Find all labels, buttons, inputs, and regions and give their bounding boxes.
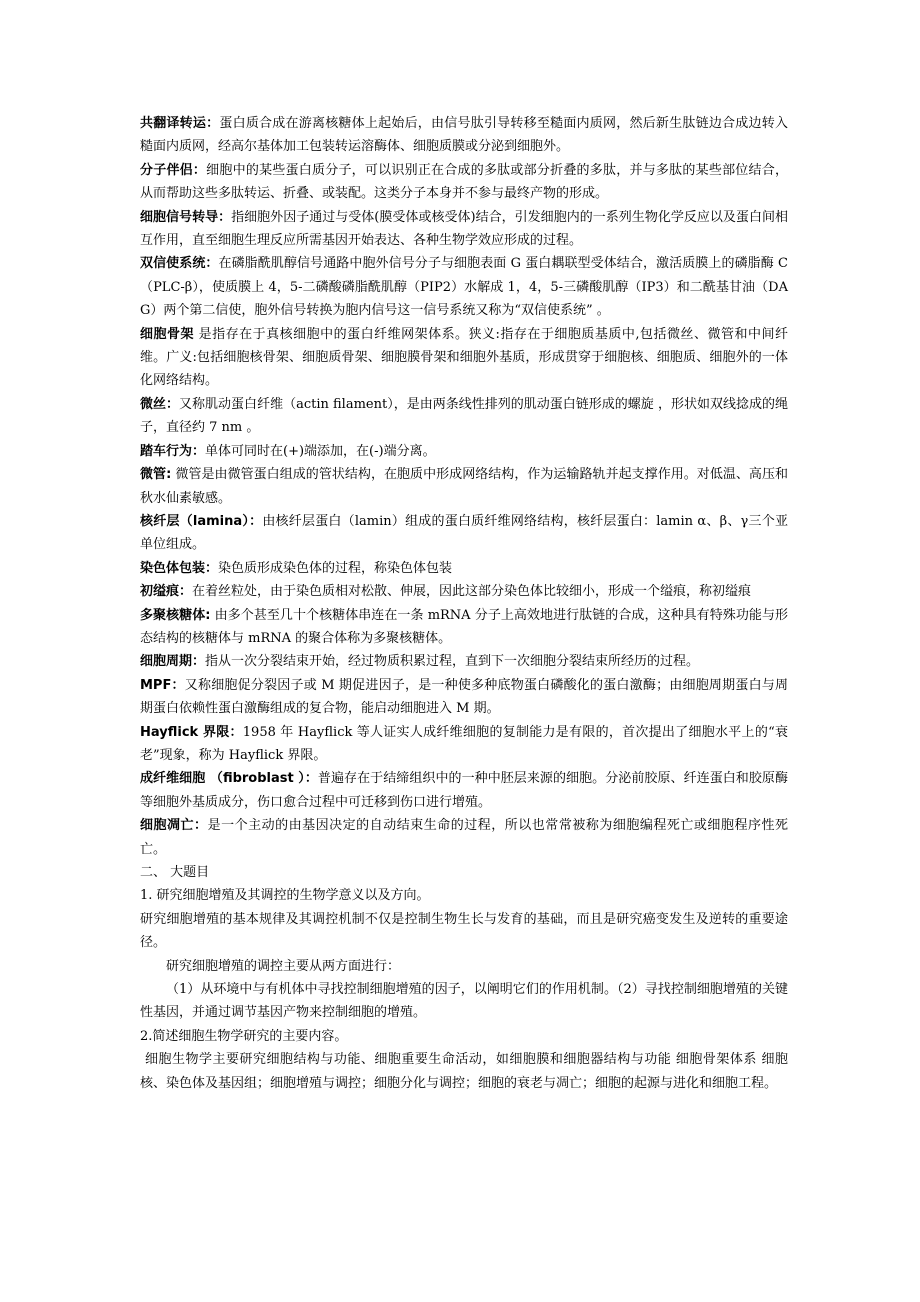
term-label: 细胞信号转导： — [140, 209, 232, 225]
definition-mpf — [140, 674, 788, 721]
definition-hayflick-limit — [140, 721, 788, 768]
definition-text: 1958 年 Hayflick 等人证实人成纤维细胞的复制能力是有限的，首次提出了细胞水平上的“衰老”现象，称为 Hayflick 界限。 — [140, 724, 789, 763]
definition-text: 由多个甚至几十个核糖体串连在一条 mRNA 分子上高效地进行肽链的合成，这种具有特殊功能与形态结构的核糖体与 mRNA 的聚合体称为多聚核糖体。 — [140, 607, 788, 646]
definition-apoptosis — [140, 814, 788, 861]
definition-text: 又称细胞促分裂因子或 M 期促进因子，是一种使多种底物蛋白磷酸化的蛋白激酶；由细胞周期蛋白与周期蛋白依赖性蛋白激酶组成的复合物，能启动细胞进入 M 期。 — [140, 677, 788, 717]
document-body — [140, 112, 788, 1095]
definition-text: 是一个主动的由基因决定的自动结束生命的过程，所以也常常被称为细胞编程死亡或细胞程序性死亡。 — [140, 818, 788, 857]
term-label: 核纤层（lamina）： — [140, 513, 263, 529]
definition-nuclear-lamina — [140, 510, 788, 557]
definition-text: 指细胞外因子通过与受体(膜受体或核受体)结合，引发细胞内的一系列生物化学反应以及蛋白间相互作用，直至细胞生理反应所需基因开始表达、各种生物学效应形成的过程。 — [140, 209, 788, 249]
term-label: 双信使系统： — [140, 256, 219, 272]
definition-microfilament — [140, 393, 788, 440]
definition-text: 指从一次分裂结束开始，经过物质积累过程，直到下一次细胞分裂结束所经历的过程。 — [205, 654, 700, 670]
question-2-answer-para: 细胞生物学主要研究细胞结构与功能、细胞重要生命活动，如细胞膜和细胞器结构与功能 细胞骨架体系 细胞核、染色体及基因组；细胞增殖与调控；细胞分化与调控；细胞的衰老与凋亡；细胞的起源与进化和细胞工程。 — [140, 1052, 788, 1091]
term-label: 初缢痕： — [140, 584, 193, 600]
definition-chromosome-packaging — [140, 557, 788, 580]
definition-text: 又称肌动蛋白纤维（actin filament），是由两条线性排列的肌动蛋白链形成的螺旋 ，形状如双线捻成的绳子，直径约 7 nm 。 — [140, 396, 788, 436]
definition-text: 在磷脂酰肌醇信号通路中胞外信号分子与细胞表面 G 蛋白耦联型受体结合，激活质膜上的磷脂酶 C（PLC-β），使质膜上 4，5-二磷酸磷脂酰肌醇（PIP2）水解成 1，4，5-三磷酸肌醇（IP3）和二酰基甘油（DAG）两个第二信使，胞外信号转换为胞内信号这一信号系统又称为“双信使系统” 。 — [140, 256, 788, 319]
definition-text: 单体可同时在(+)端添加，在(-)端分离。 — [205, 443, 436, 459]
section-heading: 二、 大题目 — [140, 865, 210, 880]
term-label: 细胞周期： — [140, 654, 206, 670]
term-label: 踏车行为： — [140, 443, 206, 459]
definition-treadmilling — [140, 440, 788, 463]
term-label: 细胞凋亡： — [140, 818, 208, 834]
definition-signal-transduction — [140, 206, 788, 253]
question-1-title: 1. 研究细胞增殖及其调控的生物学意义以及方向。 — [140, 888, 430, 904]
definition-fibroblast — [140, 767, 788, 814]
definition-polyribosome — [140, 604, 788, 651]
question-1-answer-para: 研究细胞增殖的调控主要从两方面进行： — [166, 958, 401, 974]
term-label: 分子伴侣： — [140, 162, 207, 178]
term-label: 微丝： — [140, 396, 180, 412]
definition-dual-messenger-system — [140, 252, 788, 322]
definition-primary-constriction — [140, 580, 788, 603]
question-1-answer-para: （1）从环境中与有机体中寻找控制细胞增殖的因子，以阐明它们的作用机制。（2）寻找控制细胞增殖的关键性基因，并通过调节基因产物来控制细胞的增殖。 — [140, 982, 788, 1021]
definition-text: 染色质形成染色体的过程，称染色体包装 — [218, 560, 453, 576]
term-label: 成纤维细胞 （fibroblast ）： — [140, 771, 318, 787]
question-1-answer-para: 研究细胞增殖的基本规律及其调控机制不仅是控制生物生长与发育的基础，而且是研究癌变发生及逆转的重要途径。 — [140, 911, 788, 951]
definition-cotranslational-transport — [140, 112, 788, 159]
definition-microtubule — [140, 463, 788, 510]
term-label: 多聚核糖体: — [140, 607, 211, 623]
term-label: MPF： — [140, 677, 185, 693]
definition-text: 由核纤层蛋白（lamin）组成的蛋白质纤维网络结构，核纤层蛋白：lamin α、β、γ三个亚单位组成。 — [140, 513, 788, 553]
question-2-title: 2.简述细胞生物学研究的主要内容。 — [140, 1028, 348, 1044]
term-label: Hayflick 界限： — [140, 724, 243, 740]
definition-text: 微管是由微管蛋白组成的管状结构，在胞质中形成网络结构，作为运输路轨并起支撑作用。对低温、高压和秋水仙素敏感。 — [140, 467, 789, 506]
term-label: 共翻译转运： — [140, 116, 220, 131]
term-label: 染色体包装： — [140, 560, 219, 576]
term-label: 微管: — [140, 467, 172, 483]
term-label: 细胞骨架 — [140, 326, 194, 342]
definition-text: 普遍存在于结缔组织中的一种中胚层来源的细胞。分泌前胶原、纤连蛋白和胶原酶等细胞外基质成分，伤口愈合过程中可迁移到伤口进行增殖。 — [140, 771, 788, 810]
definition-cell-cycle — [140, 650, 788, 673]
definition-text: 是指存在于真核细胞中的蛋白纤维网架体系。狭义:指存在于细胞质基质中,包括微丝、微管和中间纤维。广义:包括细胞核骨架、细胞质骨架、细胞膜骨架和细胞外基质，形成贯穿于细胞核、细胞质、细胞外的一体化网络结构。 — [140, 326, 788, 389]
definition-text: 在着丝粒处，由于染色质相对松散、伸展，因此这部分染色体比较细小，形成一个缢痕，称初缢痕 — [192, 584, 752, 600]
definition-text: 细胞中的某些蛋白质分子，可以识别正在合成的多肽或部分折叠的多肽，并与多肽的某些部位结合，从而帮助这些多肽转运、折叠、或装配。这类分子本身并不参与最终产物的形成。 — [140, 162, 788, 202]
definition-molecular-chaperone — [140, 159, 788, 206]
definition-cytoskeleton — [140, 323, 788, 393]
definition-text: 蛋白质合成在游离核糖体上起始后，由信号肽引导转移至糙面内质网，然后新生肽链边合成边转入糙面内质网，经高尔基体加工包装转运溶酶体、细胞质膜或分泌到细胞外。 — [140, 116, 788, 155]
